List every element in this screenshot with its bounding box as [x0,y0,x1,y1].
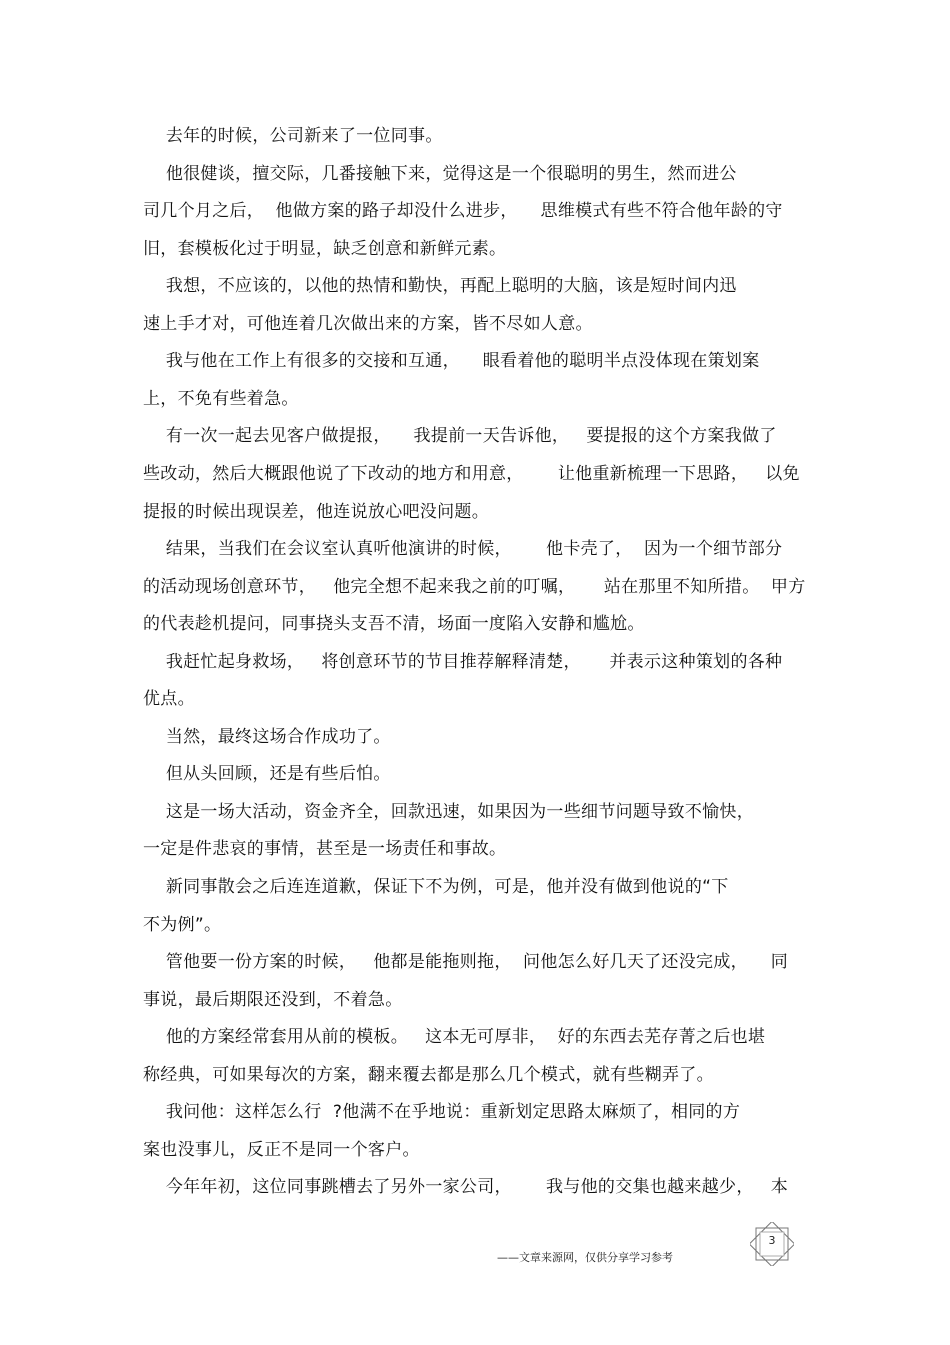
text-line: 提报的时候出现误差，他连说放心吧没问题。 [143,501,489,522]
text-line: 这是一场大活动，资金齐全，回款迅速，如果因为一些细节问题导致不愉快， [143,801,755,822]
text-line: 去年的时候，公司新来了一位同事。 [143,126,443,146]
source-note: ——文章来源网，仅供分享学习参考 [497,1251,673,1264]
text-line: 不为例”。 [143,914,222,935]
text-line: 一定是件悲哀的事情，甚至是一场责任和事故。 [143,839,507,860]
text-line: 称经典，可如果每次的方案，翻来覆去都是那么几个模式，就有些糊弄了。 [143,1064,714,1085]
text-line: 事说，最后期限还没到，不着急。 [143,989,403,1010]
text-line: 旧，套模板化过于明显，缺乏创意和新鲜元素。 [143,238,507,259]
text-line: 当然，最终这场合作成功了。 [143,726,391,747]
text-line: 的代表趁机提问，同事挠头支吾不清，场面一度陷入安静和尴尬。 [143,614,645,635]
text-line: 今年年初，这位同事跳槽去了另外一家公司， 我与他的交集也越来越少， 本 [143,1177,789,1198]
text-line: 上，不免有些着急。 [143,388,299,409]
text-line: 我想，不应该的，以他的热情和勤快，再配上聪明的大脑，该是短时间内迅 [143,276,737,297]
page-number-badge [750,1222,794,1266]
text-line: 优点。 [143,689,195,710]
text-line: 他的方案经常套用从前的模板。 这本无可厚非， 好的东西去芜存菁之后也堪 [143,1027,766,1048]
text-line: 我与他在工作上有很多的交接和互通， 眼看着他的聪明半点没体现在策划案 [143,351,760,372]
text-line: 些改动，然后大概跟他说了下改动的地方和用意， 让他重新梳理一下思路， 以免 [143,463,800,484]
text-line: 他很健谈，擅交际，几番接触下来，觉得这是一个很聪明的男生，然而进公 [143,163,737,184]
text-line: 速上手才对，可他连着几次做出来的方案，皆不尽如人意。 [143,313,593,334]
text-line: 我赶忙起身救场， 将创意环节的节目推荐解释清楚， 并表示这种策划的各种 [143,651,783,672]
text-line: 司几个月之后， 他做方案的路子却没什么进步， 思维模式有些不符合他年龄的守 [143,201,783,222]
text-line: 有一次一起去见客户做提报， 我提前一天告诉他， 要提报的这个方案我做了 [143,426,777,447]
text-line: 我问他：这样怎么行 ?他满不在乎地说：重新划定思路太麻烦了，相同的方 [143,1102,741,1123]
text-line: 管他要一份方案的时候， 他都是能拖则拖， 问他怎么好几天了还没完成， 同 [143,952,789,973]
text-line: 新同事散会之后连连道歉，保证下不为例，可是，他并没有做到他说的“下 [143,877,729,897]
text-line: 结果，当我们在会议室认真听他演讲的时候， 他卡壳了， 因为一个细节部分 [143,539,783,560]
text-line: 但从头回顾，还是有些后怕。 [143,764,391,785]
page-number: 3 [768,1234,776,1247]
text-line: 的活动现场创意环节， 他完全想不起来我之前的叮嘱， 站在那里不知所措。 甲方 [143,576,806,597]
text-line: 案也没事儿，反正不是同一个客户。 [143,1139,420,1160]
